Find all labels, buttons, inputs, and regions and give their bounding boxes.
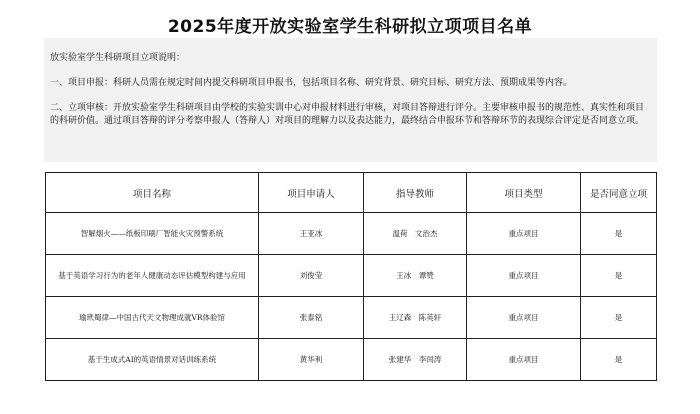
cell-approval: 是 xyxy=(581,213,657,255)
cell-approval: 是 xyxy=(581,297,657,339)
header-project-name: 项目名称 xyxy=(46,173,259,213)
cell-teacher: 温荷 文治杰 xyxy=(364,213,467,255)
cell-teacher: 王辽森 陈英轩 xyxy=(364,297,467,339)
notice-box xyxy=(44,38,657,162)
table-row xyxy=(46,255,657,297)
cell-approval: 是 xyxy=(581,339,657,381)
cell-project-name: 基于英语学习行为的老年人健康动态评估模型构建与应用 xyxy=(46,255,259,297)
cell-project-name: 基于生成式AI的英语情景对话训练系统 xyxy=(46,339,259,381)
page-title: 2025年度开放实验室学生科研拟立项项目名单 xyxy=(167,17,533,37)
notice-paragraph-review: 二、立项审核：开放实验室学生科研项目由学校的实验实训中心对申报材料进行审核，对项目答辩进行评分。主要审核申报书的规范性、真实性和项目的科研价值。通过项目答辩的评分考察申报人（答辩人）对项目的理解力以及表达能力，最终结合申报环节和答辩环节的表现综合评定是否同意立项。 xyxy=(50,103,645,126)
header-approval: 是否同意立项 xyxy=(581,173,657,213)
cell-applicant: 刘俊莹 xyxy=(259,255,364,297)
cell-project-type: 重点项目 xyxy=(467,339,581,381)
cell-approval: 是 xyxy=(581,255,657,297)
notice-paragraph-application: 一、项目申报：科研人员需在规定时间内提交科研项目申报书，包括项目名称、研究背景、研究目标、研究方法、预期成果等内容。 xyxy=(50,78,573,88)
header-teacher: 指导教师 xyxy=(364,173,467,213)
table-row xyxy=(46,213,657,255)
cell-project-type: 重点项目 xyxy=(467,255,581,297)
cell-project-name: 智解烟火——纸板印刷厂智能火灾预警系统 xyxy=(46,213,259,255)
header-project-type: 项目类型 xyxy=(467,173,581,213)
cell-applicant: 张泰铭 xyxy=(259,297,364,339)
table-row xyxy=(46,297,657,339)
cell-teacher: 王冰 谭赞 xyxy=(364,255,467,297)
notice-heading: 放实验室学生科研项目立项说明： xyxy=(50,53,186,63)
cell-project-name: 瑜玳蜀律—中国古代天文物理成就VR体验馆 xyxy=(46,297,259,339)
project-table xyxy=(45,172,657,381)
table-header-row xyxy=(46,173,657,213)
cell-project-type: 重点项目 xyxy=(467,213,581,255)
cell-applicant: 王亚冰 xyxy=(259,213,364,255)
cell-teacher: 张建华 李闰涛 xyxy=(364,339,467,381)
table-row xyxy=(46,339,657,381)
header-applicant: 项目申请人 xyxy=(259,173,364,213)
cell-project-type: 重点项目 xyxy=(467,297,581,339)
cell-applicant: 黄华利 xyxy=(259,339,364,381)
